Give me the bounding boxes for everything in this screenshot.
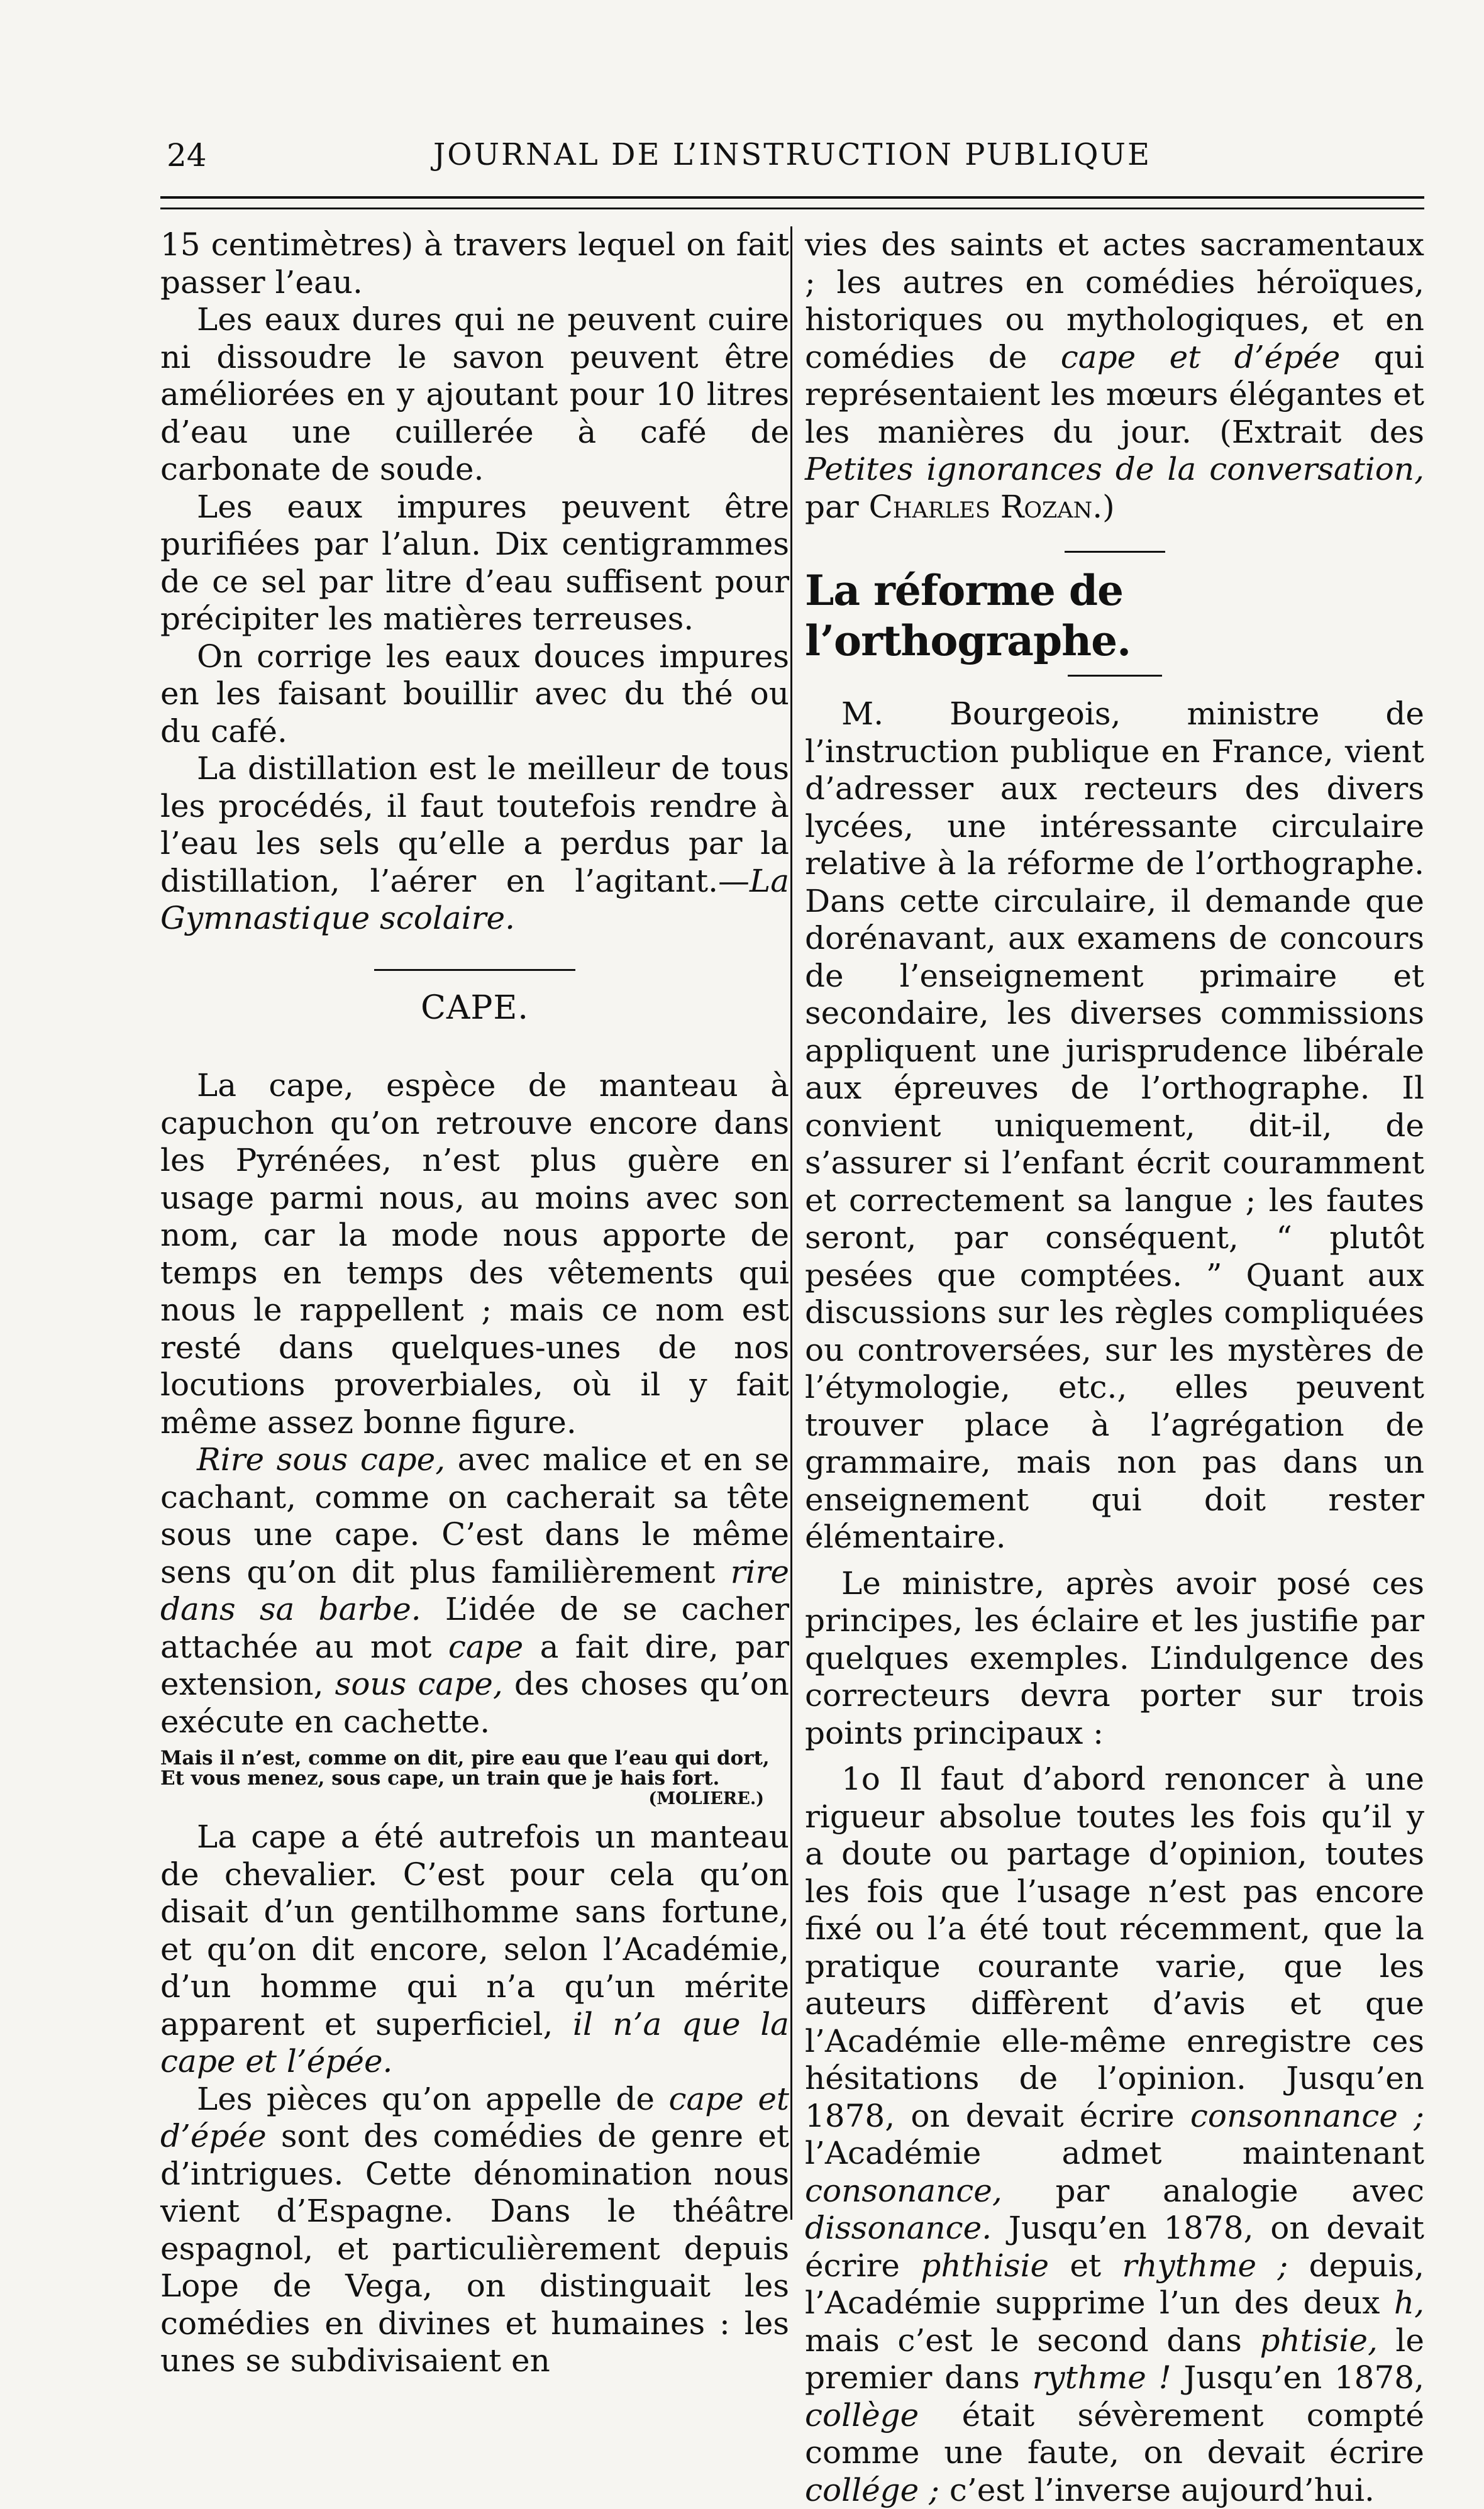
paragraph-text: par <box>805 488 869 525</box>
paragraph: Le ministre, après avoir posé ces principes, les éclaire et les justifie par quelques exemples. L’indulgence des correcteurs devra porter sur trois points principaux : <box>805 1565 1424 1751</box>
italic-phrase: consonance, <box>805 2172 1002 2209</box>
section-divider <box>1065 551 1165 553</box>
italic-phrase: collége ; <box>805 2471 940 2508</box>
right-column <box>805 226 1425 2508</box>
paragraph-text: La cape a été autrefois un manteau de chevalier. C’est pour cela qu’on disait d’un gentilhomme sans fortune, et qu’on dit encore, selon l’Académie, d’un homme qui n’a qu’un mérite apparent et superficiel, <box>160 1819 789 2042</box>
running-title: JOURNAL DE L’INSTRUCTION PUBLIQUE <box>433 137 1151 172</box>
italic-phrase: sous cape, <box>335 1666 503 1702</box>
section-title-cape: CAPE. <box>421 989 529 1027</box>
paragraph <box>805 226 1424 526</box>
paragraph-text: et <box>1049 2247 1122 2284</box>
paragraph-text: La distillation est le meilleur de tous les procédés, il faut toutefois rendre à l’eau les sels qu’elle a perdus par la distillation, l’aérer en l’agitant.— <box>160 750 789 899</box>
paragraph-text: .) <box>1092 488 1115 525</box>
italic-phrase: consonnance ; <box>1190 2097 1424 2134</box>
paragraph-text: l’Académie admet maintenant <box>805 2135 1424 2171</box>
verse-quote <box>160 1748 789 1788</box>
paragraph-text: mais c’est le second dans <box>805 2322 1260 2359</box>
italic-phrase: cape et d’épée <box>160 2080 789 2154</box>
title-underline-rule <box>1068 675 1162 677</box>
paragraph-text: 1o Il faut d’abord renoncer à une rigueur absolue toutes les fois qu’il y a doute ou partage d’opinion, toutes les fois que l’usage n’est pas encore fixé ou l’a été tout récemment, que la pratique courante varie, que les auteurs diffèrent d’avis et que l’Académie elle-même enregistre ces hésitations de l’opinion. Jusqu’en 1878, on devait écrire <box>805 1761 1424 2134</box>
verse-attribution: (MOLIERE.) <box>648 1789 764 1808</box>
paragraph-text: avec malice et en se cachant, comme on cacherait sa tête sous une cape. C’est dans le même sens qu’on dit plus familièrement <box>160 1441 790 1590</box>
paragraph-text: L’idée de se cacher attachée au mot <box>160 1591 789 1665</box>
author-name: Charles Rozan <box>868 488 1093 525</box>
paragraph: Les eaux dures qui ne peuvent cuire ni dissoudre le savon peuvent être améliorées en y ajoutant pour 10 litres d’eau une cuillerée à café de carbonate de soude. <box>160 301 789 487</box>
paragraph <box>160 1819 789 2081</box>
italic-phrase: dissonance. <box>805 2210 992 2246</box>
column-divider <box>790 226 792 2220</box>
paragraph <box>160 750 789 938</box>
italic-phrase: cape et d’épée <box>1060 338 1341 375</box>
paragraph: M. Bourgeois, ministre de l’instruction publique en France, vient d’adresser aux recteurs des divers lycées, une intéressante circulaire relative à la réforme de l’orthographe. Dans cette circulaire, il demande que dorénavant, aux examens de concours de l’enseignement primaire et secondaire, les diverses commissions appliquent une jurisprudence libérale aux épreuves de l’orthographe. Il convient uniquement, dit-il, de s’assurer si l’enfant écrit couramment et correctement sa langue ; les fautes seront, par conséquent, “ plutôt pesées que comptées. ” Quant aux discussions sur les règles compliquées ou controversées, sur les mystères de l’étymologie, etc., elles peuvent trouver place à l’agrégation de grammaire, mais non pas dans un enseignement qui doit rester élémentaire. <box>805 695 1424 1555</box>
paragraph-text: Jusqu’en 1878, on devait écrire <box>805 2210 1424 2284</box>
source-citation: La Gymnastique scolaire. <box>160 862 789 936</box>
page-header <box>160 126 1424 195</box>
paragraph-text: des choses qu’on exécute en cachette. <box>160 1666 789 1740</box>
paragraph <box>805 1761 1424 2509</box>
italic-phrase: il n’a que la cape et l’épée. <box>160 2005 789 2080</box>
verse-line: Mais il n’est, comme on dit, pire eau que l’eau qui dort, <box>160 1747 770 1770</box>
verse-line: Et vous menez, sous cape, un train que je hais fort. <box>160 1767 720 1790</box>
section-divider <box>374 969 575 971</box>
italic-phrase: phthisie <box>921 2247 1049 2284</box>
paragraph-text: c’est l’inverse aujourd’hui. <box>939 2471 1375 2508</box>
paragraph-text: depuis, l’Académie supprime l’un des deux <box>805 2247 1424 2321</box>
two-column-body <box>160 226 1425 2508</box>
paragraph: On corrige les eaux douces impures en les faisant bouillir avec du thé ou du café. <box>160 638 789 750</box>
journal-page <box>160 126 1425 2508</box>
italic-phrase: Rire sous cape, <box>197 1441 446 1478</box>
page-number: 24 <box>167 137 207 174</box>
header-double-rule <box>160 196 1424 209</box>
italic-phrase: rire dans sa barbe. <box>160 1553 789 1627</box>
italic-phrase: rythme ! <box>1032 2359 1171 2396</box>
paragraph-text: qui représentaient les mœurs élégantes et les manières du jour. (Extrait des <box>805 338 1424 450</box>
paragraph: Les eaux impures peuvent être purifiées par l’alun. Dix centigrammes de ce sel par litre d’eau suffisent pour précipiter les matières terreuses. <box>160 488 789 637</box>
left-column <box>160 226 790 2379</box>
paragraph-text: Jusqu’en 1878, <box>1171 2359 1425 2396</box>
paragraph-text: par analogie avec <box>1002 2172 1424 2209</box>
section-title-reforme: La réforme de l’orthographe. <box>805 566 1131 665</box>
italic-phrase: collège <box>805 2396 919 2434</box>
italic-phrase: phtisie, <box>1260 2322 1378 2359</box>
paragraph-text: sont des comédies de genre et d’intrigues. Cette dénomination nous vient d’Espagne. Dans le théâtre espagnol, et particulièrement depuis Lope de Vega, on distinguait les comédies en divines et humaines : les unes se subdivisaient en <box>160 2118 789 2379</box>
paragraph <box>160 2081 789 2380</box>
paragraph-text: vies des saints et actes sacramentaux ; les autres en comédies héroïques, historiques ou mythologiques, et en comédies de <box>805 226 1424 375</box>
paragraph-text: était sévèrement compté comme une faute, on devait écrire <box>805 2396 1424 2471</box>
paragraph <box>160 1441 789 1741</box>
italic-phrase: cape <box>448 1628 524 1665</box>
paragraph: La cape, espèce de manteau à capuchon qu’on retrouve encore dans les Pyrénées, n’est plus guère en usage parmi nous, au moins avec son nom, car la mode nous apporte de temps en temps des vêtements qui nous le rappellent ; mais ce nom est resté dans quelques-unes de nos locutions proverbiales, où il y fait même assez bonne figure. <box>160 1067 789 1441</box>
paragraph-text: a fait dire, par extension, <box>160 1628 789 1702</box>
italic-phrase: Petites ignorances de la conversation, <box>805 451 1424 487</box>
paragraph-text: le premier dans <box>805 2322 1424 2396</box>
italic-phrase: h, <box>1393 2285 1424 2321</box>
italic-phrase: rhythme ; <box>1122 2247 1288 2284</box>
paragraph: 15 centimètres) à travers lequel on fait passer l’eau. <box>160 226 789 301</box>
paragraph-text: Les pièces qu’on appelle de <box>197 2080 669 2117</box>
